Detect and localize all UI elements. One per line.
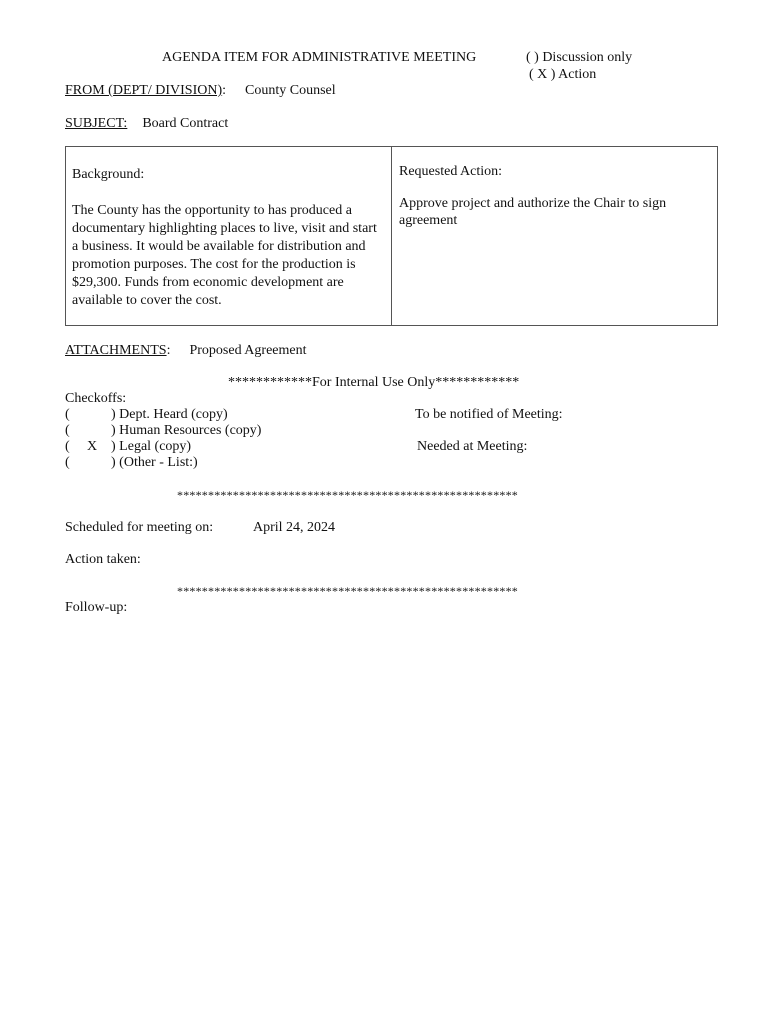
internal-use-banner: ************For Internal Use Only************: [228, 375, 520, 390]
needed-at-meeting-label: Needed at Meeting:: [417, 439, 528, 454]
checkoff-mark: X: [86, 439, 98, 454]
checkoff-item: [65, 439, 191, 455]
checkoff-label: Human Resources (copy): [119, 423, 262, 438]
attachments-value: Proposed Agreement: [189, 343, 307, 358]
follow-up-label: Follow-up:: [65, 600, 128, 615]
requested-action-text: Approve project and authorize the Chair to sign agreement: [399, 196, 667, 228]
checkoff-open-paren: (: [65, 439, 70, 454]
checkoff-item: [65, 407, 228, 423]
requested-action-label: Requested Action:: [399, 164, 503, 179]
checkoff-open-paren: (: [65, 455, 70, 470]
checkoffs-label: Checkoffs:: [65, 391, 127, 406]
checkoff-close-paren: ): [111, 439, 116, 454]
checkoff-close-paren: ): [111, 455, 116, 470]
checkoff-label: Dept. Heard (copy): [119, 407, 228, 422]
from-label: FROM (DEPT/ DIVISION): [65, 83, 223, 98]
attachments-colon: :: [166, 343, 171, 358]
subject-label: SUBJECT:: [65, 116, 128, 131]
action-taken-label: Action taken:: [65, 552, 141, 567]
checkoff-open-paren: (: [65, 423, 70, 438]
action-option: ( X ) Action: [529, 67, 597, 82]
background-text: The County has the opportunity to has produced a documentary highlighting places to live, visit and start a business. It would be available for distribution and promotion purposes. The cost for the production is $29,300. Funds from economic development are available to cover the cost.: [72, 203, 377, 308]
checkoff-open-paren: (: [65, 407, 70, 422]
checkoff-close-paren: ): [111, 423, 116, 438]
attachments-field: [65, 343, 306, 359]
from-colon: :: [222, 83, 227, 98]
to-be-notified-label: To be notified of Meeting:: [415, 407, 563, 422]
subject-field: [65, 116, 228, 132]
checkoff-label: (Other - List:): [119, 455, 198, 470]
from-value: County Counsel: [245, 83, 336, 98]
scheduled-label: Scheduled for meeting on:: [65, 520, 214, 535]
checkoff-label: Legal (copy): [119, 439, 192, 454]
from-field: [65, 83, 336, 99]
background-label: Background:: [72, 167, 145, 182]
details-table-divider: [391, 146, 392, 326]
discussion-only-option: ( ) Discussion only: [526, 50, 633, 65]
agenda-title: AGENDA ITEM FOR ADMINISTRATIVE MEETING: [162, 50, 477, 65]
separator-line: *******************************************************: [177, 584, 518, 598]
checkoff-item: [65, 423, 261, 439]
checkoff-close-paren: ): [111, 407, 116, 422]
attachments-label: ATTACHMENTS: [65, 343, 167, 358]
scheduled-date: April 24, 2024: [253, 520, 336, 535]
checkoff-item: [65, 455, 198, 471]
subject-value: Board Contract: [142, 116, 229, 131]
separator-line: *******************************************************: [177, 488, 518, 502]
